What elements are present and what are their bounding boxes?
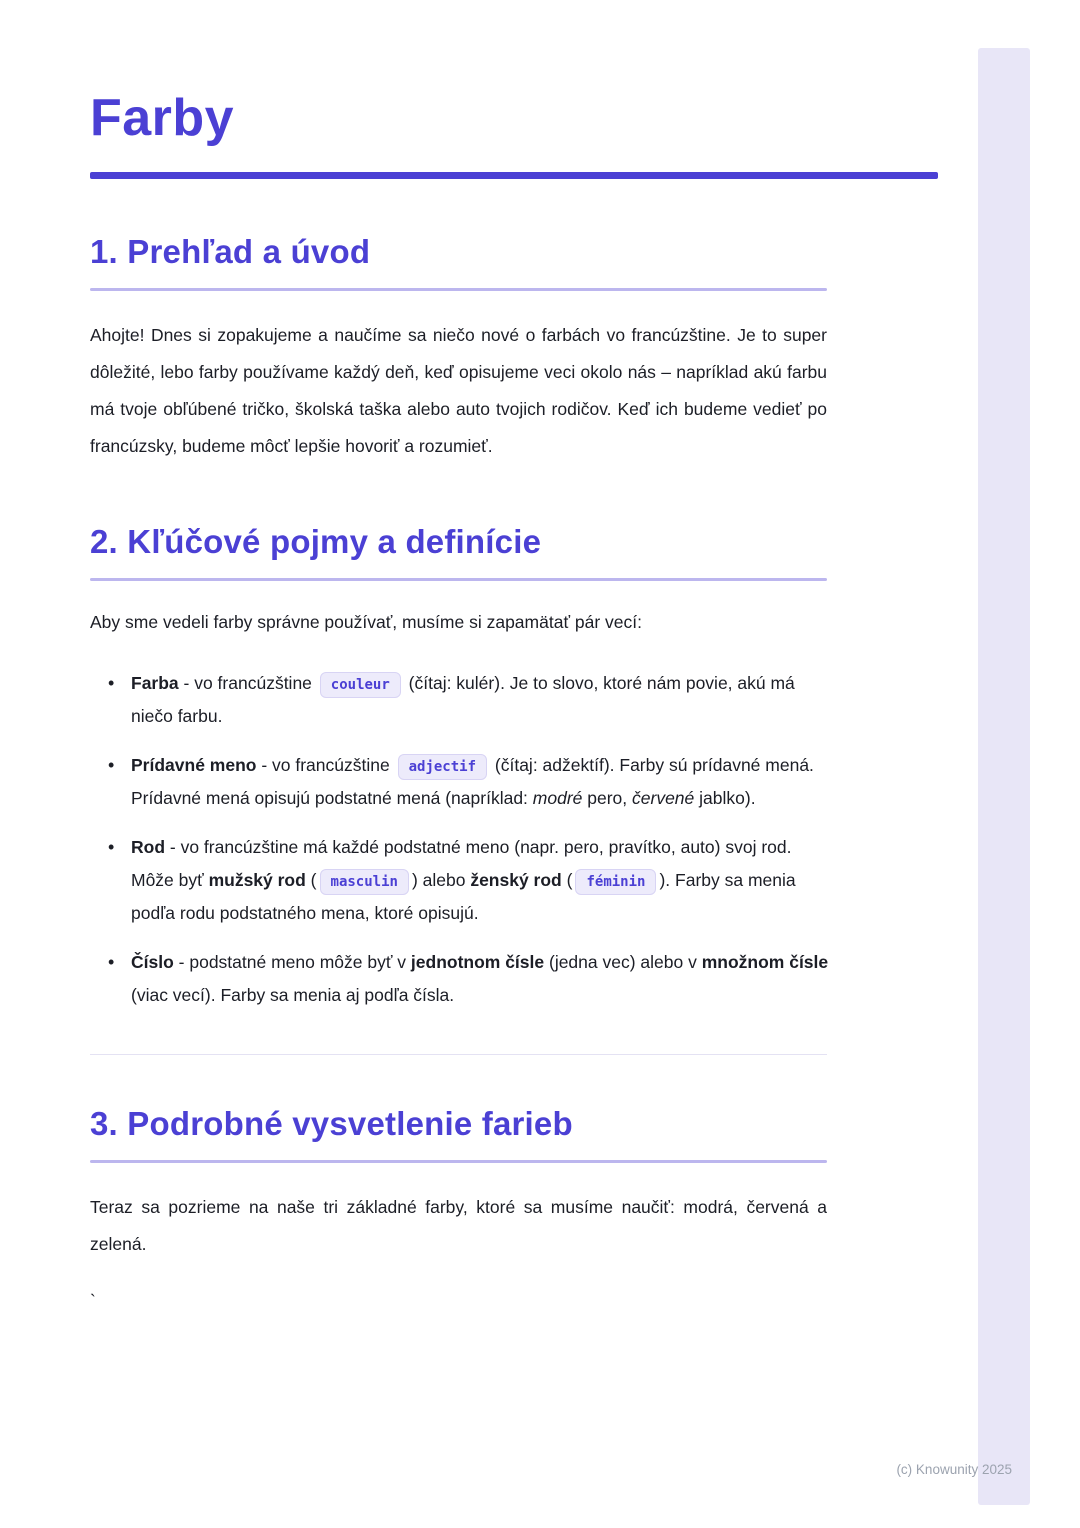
page-title: Farby xyxy=(90,89,235,147)
section-1-paragraph: Ahojte! Dnes si zopakujeme a naučíme sa niečo nové o farbách vo francúzštine. Je to super dôležité, lebo farby používame každý deň, keď opisujeme veci okolo nás – napríklad akú farbu má tvoje obľúbené tričko, školská taška alebo auto tvojich rodičov. Keď ich budeme vedieť po francúzsky, budeme môcť lepšie hovoriť a rozumieť. xyxy=(90,325,827,456)
section-1-underline xyxy=(90,288,827,291)
section-3-heading: 3. Podrobné vysvetlenie farieb xyxy=(90,1105,573,1142)
inline-code-chip: féminin xyxy=(575,869,656,895)
inline-code-chip: couleur xyxy=(320,672,401,698)
list-item: • Číslo - podstatné meno môže byť v jednotnom čísle (jedna vec) alebo v množnom čísle (viac vecí). Farby sa menia aj podľa čísla. xyxy=(108,946,830,1012)
document-page xyxy=(90,0,938,1312)
list-item: • Prídavné meno - vo francúzštine adjectif (čítaj: adžektíf). Farby sú prídavné mená. Prídavné mená opisujú podstatné mená (napríklad: modré pero, červené jablko). xyxy=(108,749,830,815)
section-3-paragraph: Teraz sa pozrieme na naše tri základné farby, ktoré sa musíme naučiť: modrá, červená a zelená. xyxy=(90,1197,827,1254)
title-underline xyxy=(90,172,938,179)
key-terms-list xyxy=(108,667,830,1012)
section-2-intro: Aby sme vedeli farby správne používať, musíme si zapamätať pár vecí: xyxy=(90,612,642,632)
list-item: • Farba - vo francúzštine couleur (čítaj: kulér). Je to slovo, ktoré nám povie, akú má niečo farbu. xyxy=(108,667,830,733)
scrollbar-track[interactable] xyxy=(978,48,1030,1505)
inline-code-chip: masculin xyxy=(320,869,409,895)
inline-code-chip: adjectif xyxy=(398,754,487,780)
section-1-heading: 1. Prehľad a úvod xyxy=(90,233,371,270)
copyright-footer: (c) Knowunity 2025 xyxy=(896,1462,1012,1477)
list-item: • Rod - vo francúzštine má každé podstatné meno (napr. pero, pravítko, auto) svoj rod. Môže byť mužský rod ( masculin ) alebo ženský rod ( féminin ). Farby sa menia podľa rodu podstatného mena, ktoré opisujú. xyxy=(108,831,830,930)
section-3-underline xyxy=(90,1160,827,1163)
section-2-heading: 2. Kľúčové pojmy a definície xyxy=(90,523,542,560)
stray-backtick: ` xyxy=(90,1291,96,1311)
section-divider xyxy=(90,1054,827,1055)
section-2-underline xyxy=(90,578,827,581)
